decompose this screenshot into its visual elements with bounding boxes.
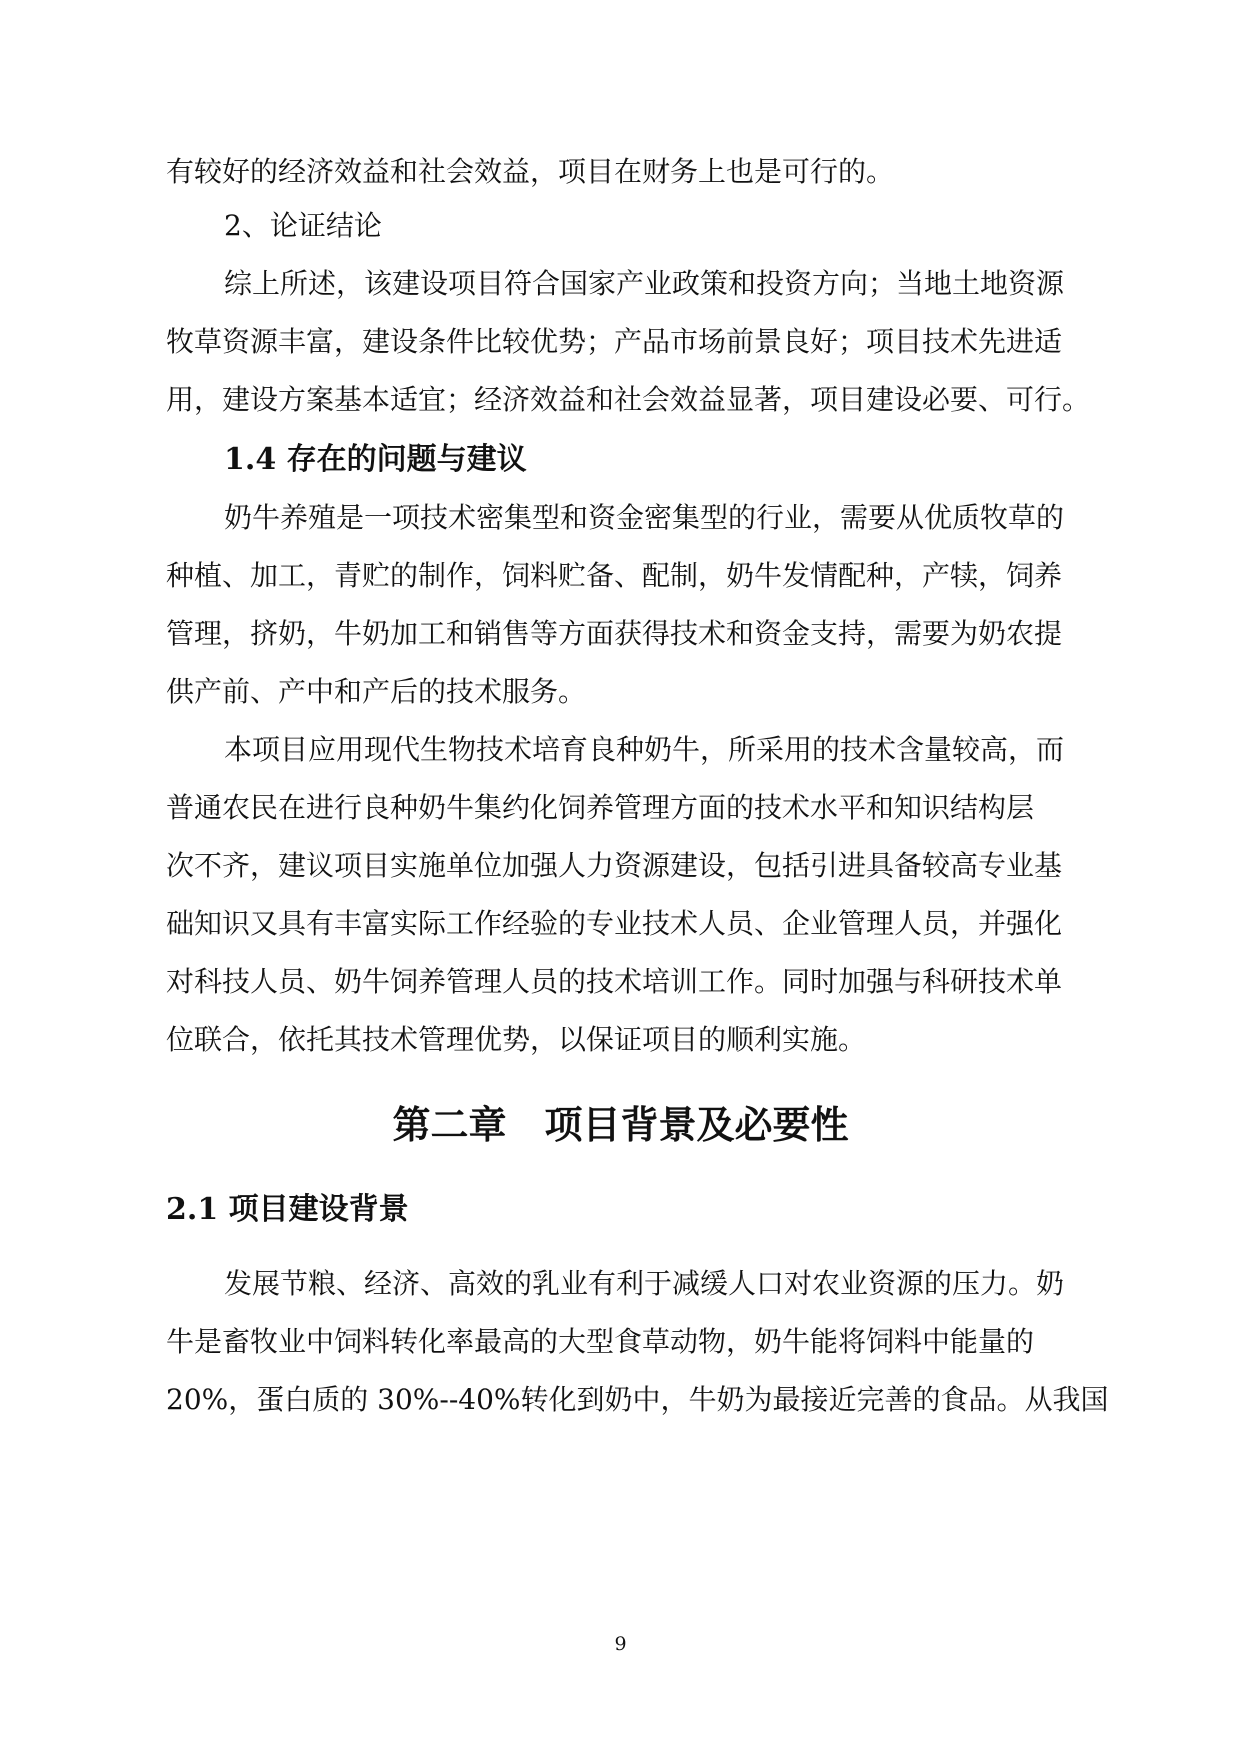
paragraph-line: 管理，挤奶，牛奶加工和销售等方面获得技术和资金支持，需要为奶农提 [166, 617, 1063, 650]
paragraph-line: 发展节粮、经济、高效的乳业有利于减缓人口对农业资源的压力。奶 [224, 1267, 1065, 1300]
section-heading: 2.1 项目建设背景 [166, 1192, 409, 1227]
paragraph-line: 础知识又具有丰富实际工作经验的专业技术人员、企业管理人员，并强化 [166, 907, 1063, 940]
paragraph-line: 牛是畜牧业中饲料转化率最高的大型食草动物，奶牛能将饲料中能量的 [166, 1325, 1035, 1358]
paragraph-line: 20%，蛋白质的 30%--40%转化到奶中，牛奶为最接近完善的食品。从我国 [166, 1383, 1109, 1416]
paragraph-line: 用，建设方案基本适宜；经济效益和社会效益显著，项目建设必要、可行。 [166, 383, 1091, 416]
paragraph-line: 供产前、产中和产后的技术服务。 [166, 675, 587, 708]
paragraph-line: 对科技人员、奶牛饲养管理人员的技术培训工作。同时加强与科研技术单 [166, 965, 1063, 998]
paragraph-line: 牧草资源丰富，建设条件比较优势；产品市场前景良好；项目技术先进适 [166, 325, 1063, 358]
paragraph-line: 普通农民在进行良种奶牛集约化饲养管理方面的技术水平和知识结构层 [166, 791, 1035, 824]
paragraph-line: 次不齐，建议项目实施单位加强人力资源建设，包括引进具备较高专业基 [166, 849, 1063, 882]
subsection-label: 2、论证结论 [224, 209, 382, 242]
chapter-title: 第二章 项目背景及必要性 [392, 1102, 849, 1147]
page-number: 9 [614, 1633, 627, 1655]
paragraph-line: 综上所述，该建设项目符合国家产业政策和投资方向；当地土地资源 [224, 267, 1065, 300]
section-heading: 1.4 存在的问题与建议 [224, 442, 527, 477]
paragraph-line: 种植、加工，青贮的制作，饲料贮备、配制，奶牛发情配种，产犊，饲养 [166, 559, 1063, 592]
paragraph-line: 奶牛养殖是一项技术密集型和资金密集型的行业，需要从优质牧草的 [224, 501, 1065, 534]
paragraph-line: 本项目应用现代生物技术培育良种奶牛，所采用的技术含量较高，而 [224, 733, 1065, 766]
paragraph-line: 位联合，依托其技术管理优势，以保证项目的顺利实施。 [166, 1023, 867, 1056]
paragraph-line: 有较好的经济效益和社会效益，项目在财务上也是可行的。 [166, 155, 895, 188]
